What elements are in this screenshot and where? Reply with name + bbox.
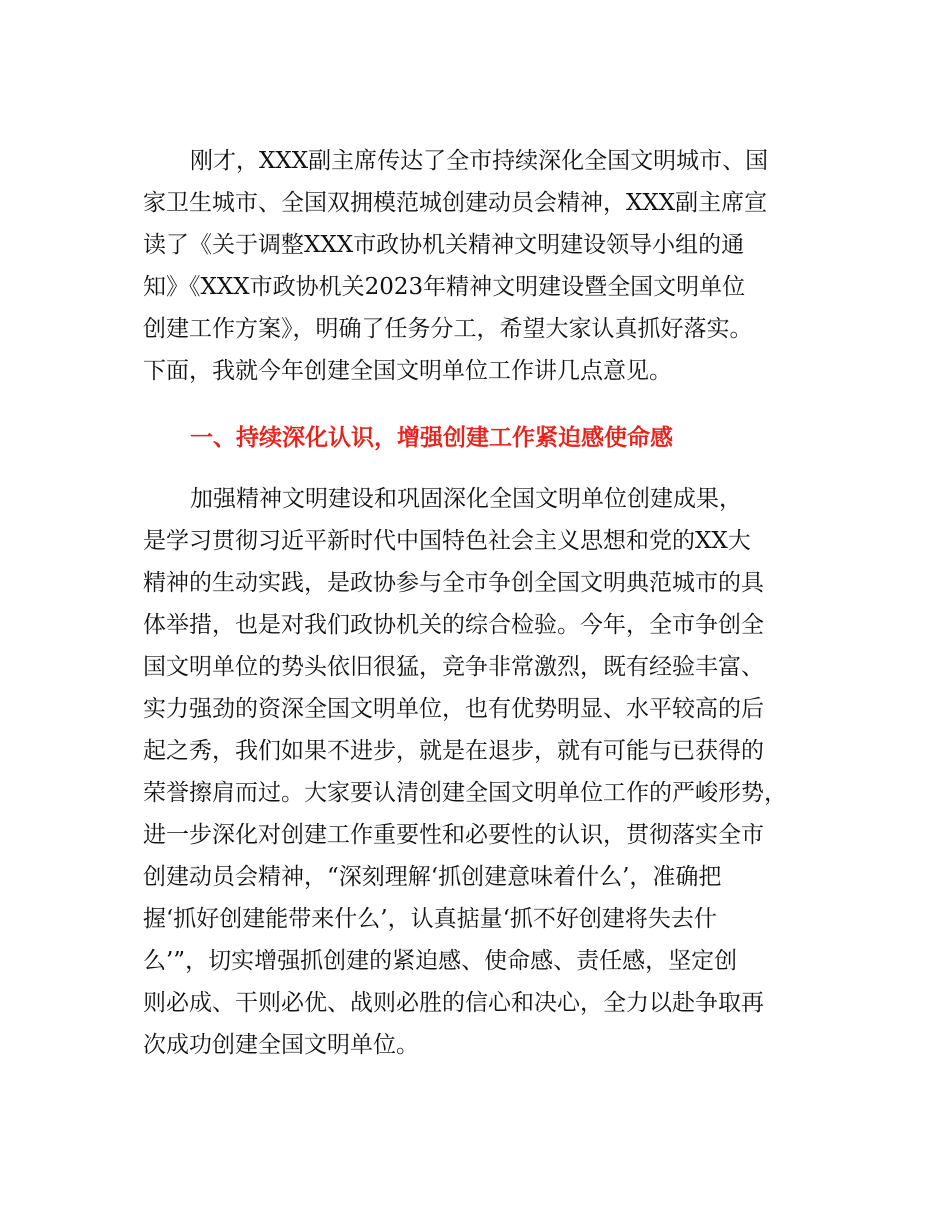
paragraph-2-line-9: 进一步深化对创建工作重要性和必要性的认识，贯彻落实全市: [143, 822, 764, 848]
paragraph-2-line-10: 创建动员会精神，“深刻理解‘抓创建意味着什么’，准确把: [143, 864, 722, 890]
paragraph-1-line-4: 知》《XXX市政协机关2023年精神文明建设暨全国文明单位: [143, 274, 746, 300]
paragraph-1-line-2: 家卫生城市、全国双拥模范城创建动员会精神，XXX副主席宣: [143, 190, 768, 216]
paragraph-2-line-7: 起之秀，我们如果不进步，就是在退步，就有可能与已获得的: [143, 738, 764, 764]
paragraph-2-line-12: 么’”，切实增强抓创建的紧迫感、使命感、责任感，坚定创: [143, 948, 738, 974]
paragraph-2-line-11: 握‘抓好创建能带来什么’，认真掂量‘抓不好创建将失去什: [143, 906, 717, 932]
paragraph-1-line-5: 创建工作方案》，明确了任务分工，希望大家认真抓好落实。: [143, 316, 753, 342]
paragraph-2-line-4: 体举措，也是对我们政协机关的综合检验。今年，全市争创全: [143, 612, 764, 638]
paragraph-2-line-2: 是学习贯彻习近平新时代中国特色社会主义思想和党的XX大: [143, 528, 751, 554]
paragraph-1-line-1: 刚才，XXX副主席传达了全市持续深化全国文明城市、国: [190, 148, 769, 174]
section-1-heading: 一、持续深化认识，增强创建工作紧迫感使命感: [190, 425, 673, 451]
paragraph-2-line-13: 则必成、干则必优、战则必胜的信心和决心，全力以赴争取再: [143, 990, 764, 1016]
paragraph-1-line-3: 读了《关于调整XXX市政协机关精神文明建设领导小组的通: [143, 232, 745, 258]
paragraph-2-line-3: 精神的生动实践，是政协参与全市争创全国文明典范城市的具: [143, 570, 764, 596]
paragraph-2-line-14: 次成功创建全国文明单位。: [143, 1032, 419, 1058]
paragraph-2-line-1: 加强精神文明建设和巩固深化全国文明单位创建成果，: [190, 486, 742, 512]
paragraph-2-line-6: 实力强劲的资深全国文明单位，也有优势明显、水平较高的后: [143, 696, 764, 722]
paragraph-1-line-6: 下面，我就今年创建全国文明单位工作讲几点意见。: [143, 358, 672, 384]
paragraph-2-line-8: 荣誉擦肩而过。大家要认清创建全国文明单位工作的严峻形势，: [143, 780, 787, 806]
paragraph-2-line-5: 国文明单位的势头依旧很猛，竞争非常激烈，既有经验丰富、: [143, 654, 764, 680]
